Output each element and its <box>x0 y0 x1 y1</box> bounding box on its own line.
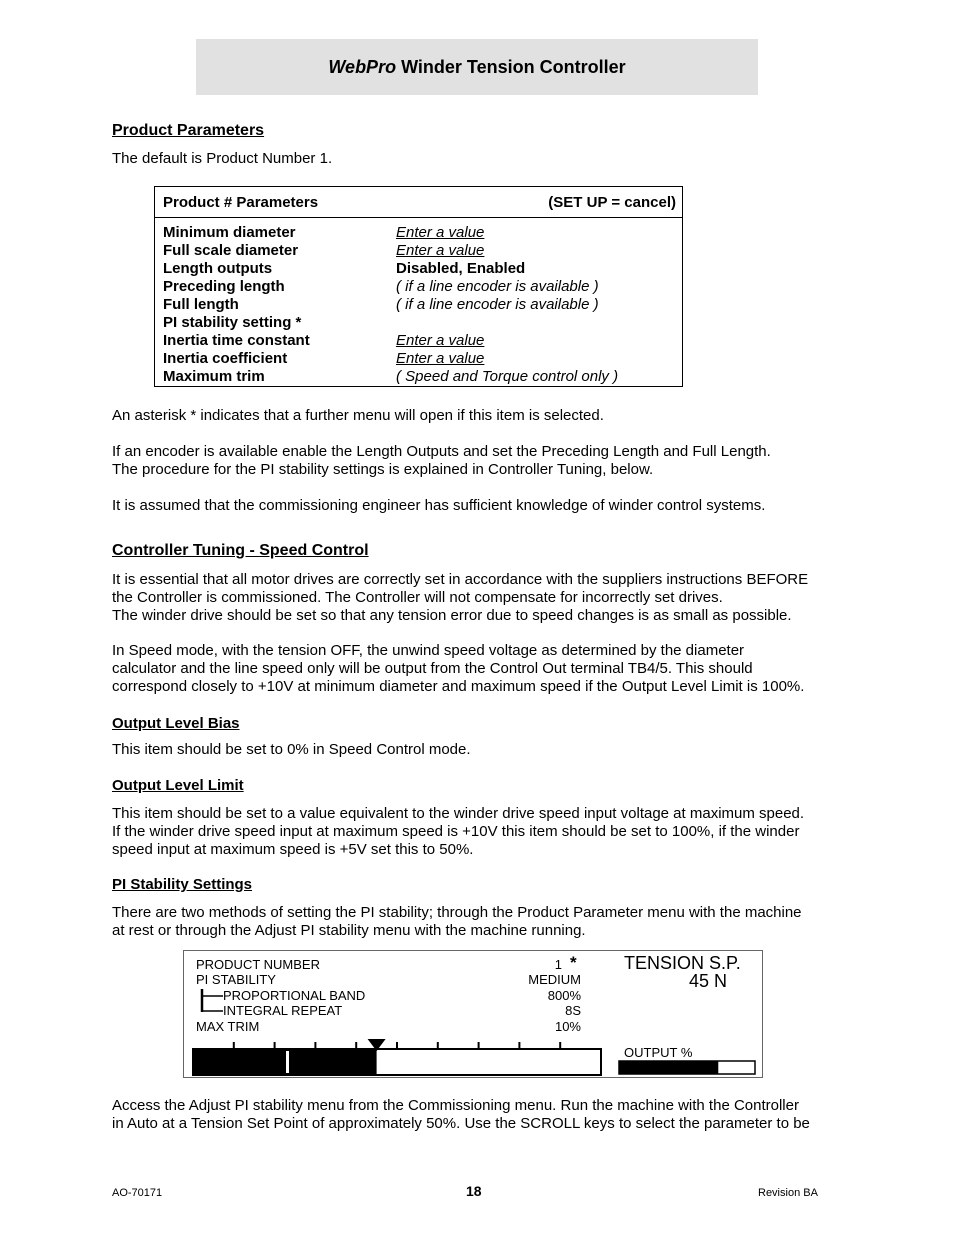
lcd-tension-value: 45 N <box>689 971 728 991</box>
parameter-name: Full scale diameter <box>163 242 299 259</box>
parameter-row <box>163 350 485 368</box>
parameter-name: Inertia coefficient <box>163 350 288 367</box>
text-line: Access the Adjust PI stability menu from the Commissioning menu. Run the machine with the Controller <box>112 1097 799 1114</box>
lcd-value-integral-repeat: 8S <box>565 1003 581 1018</box>
lcd-value-product-number: 1 <box>554 957 562 972</box>
encoder-note <box>112 443 852 479</box>
access-text <box>112 1097 852 1133</box>
parameter-row <box>163 278 599 296</box>
parameter-value: ( if a line encoder is available ) <box>396 278 599 295</box>
parameter-row <box>163 260 526 278</box>
table-header <box>155 187 682 218</box>
parameter-value: ( if a line encoder is available ) <box>396 296 599 313</box>
title-brand: WebPro <box>328 56 397 77</box>
parameter-name: Preceding length <box>163 278 285 295</box>
parameter-row <box>163 314 301 332</box>
document-title <box>328 57 625 78</box>
output-bar-fill <box>619 1061 718 1074</box>
output-level-limit-text <box>112 805 852 859</box>
parameter-name: Full length <box>163 296 239 313</box>
title-rest: Winder Tension Controller <box>396 56 626 77</box>
output-level-bias-text: This item should be set to 0% in Speed Control mode. <box>112 741 471 758</box>
tension-bar-graph <box>192 1037 604 1077</box>
text-line: This item should be set to a value equivalent to the winder drive speed input voltage at maximum speed. <box>112 805 805 822</box>
text-line: speed input at maximum speed is +5V set this to 50%. <box>112 841 474 858</box>
bar-fill <box>193 1050 377 1075</box>
parameter-name: PI stability setting * <box>163 314 302 331</box>
output-bar <box>618 1059 758 1077</box>
pi-stability-heading: PI Stability Settings <box>112 876 253 893</box>
controller-tuning-heading: Controller Tuning - Speed Control <box>112 542 369 559</box>
footer-page-number: 18 <box>466 1183 482 1199</box>
parameter-name: Length outputs <box>163 260 273 277</box>
lcd-tension-label: TENSION S.P. <box>624 953 741 973</box>
text-line: The winder drive should be set so that any tension error due to speed changes is as small as possible. <box>112 607 792 624</box>
lcd-label-product-number: PRODUCT NUMBER <box>196 957 320 972</box>
parameter-row <box>163 242 485 260</box>
product-parameters-table <box>154 186 683 387</box>
text-line: in Auto at a Tension Set Point of approximately 50%. Use the SCROLL keys to select the parameter to be <box>112 1115 810 1132</box>
lcd-label-proportional-band: PROPORTIONAL BAND <box>223 988 366 1003</box>
tuning-paragraph-2 <box>112 642 852 696</box>
text-line: There are two methods of setting the PI stability; through the Product Parameter menu with the machine <box>112 904 802 921</box>
text-line: The procedure for the PI stability settings is explained in Controller Tuning, below. <box>112 461 654 478</box>
text-line: It is essential that all motor drives are correctly set in accordance with the suppliers instructions BEFORE <box>112 571 809 588</box>
table-header-right: (SET UP = cancel) <box>548 194 676 211</box>
parameter-row <box>163 296 599 314</box>
parameter-value: Enter a value <box>396 242 485 259</box>
parameter-value: Enter a value <box>396 350 485 367</box>
tree-connector <box>198 987 224 1017</box>
lcd-value-pi-stability: MEDIUM <box>528 972 581 987</box>
lcd-value-proportional-band: 800% <box>547 988 581 1003</box>
text-line: If an encoder is available enable the Length Outputs and set the Preceding Length and Full Length. <box>112 443 771 460</box>
parameter-row <box>163 332 485 350</box>
bar-ticks <box>234 1042 560 1049</box>
lcd-output-label: OUTPUT % <box>624 1045 693 1060</box>
lcd-value-max-trim: 10% <box>554 1019 581 1034</box>
parameter-name: Maximum trim <box>163 368 265 385</box>
footer-revision: Revision BA <box>758 1187 818 1199</box>
text-line: In Speed mode, with the tension OFF, the unwind speed voltage as determined by the diameter <box>112 642 745 659</box>
asterisk-note: An asterisk * indicates that a further menu will open if this item is selected. <box>112 407 604 424</box>
output-level-limit-heading: Output Level Limit <box>112 777 244 794</box>
parameter-name: Inertia time constant <box>163 332 310 349</box>
parameter-value: Enter a value <box>396 332 485 349</box>
parameter-value: Disabled, Enabled <box>396 260 526 277</box>
output-level-bias-heading: Output Level Bias <box>112 715 240 732</box>
pi-stability-text <box>112 904 852 940</box>
text-line: calculator and the line speed only will be output from the Control Out terminal TB4/5. This should <box>112 660 753 677</box>
lcd-star: * <box>570 953 577 972</box>
document-header <box>196 39 758 95</box>
table-header-left: Product # Parameters <box>163 194 319 211</box>
assumption-note: It is assumed that the commissioning engineer has sufficient knowledge of winder control systems. <box>112 497 766 514</box>
parameter-value: ( Speed and Torque control only ) <box>396 368 619 385</box>
tuning-paragraph-1 <box>112 571 852 625</box>
text-line: the Controller is commissioned. The Controller will not compensate for incorrectly set drives. <box>112 589 723 606</box>
text-line: If the winder drive speed input at maximum speed is +10V this item should be set to 100%, if the winder <box>112 823 800 840</box>
lcd-label-integral-repeat: INTEGRAL REPEAT <box>223 1003 343 1018</box>
lcd-display <box>183 950 763 1078</box>
text-line: at rest or through the Adjust PI stability menu with the machine running. <box>112 922 586 939</box>
parameter-row <box>163 224 485 242</box>
text-line: correspond closely to +10V at minimum diameter and maximum speed if the Output Level Limit is 100%. <box>112 678 805 695</box>
lcd-label-pi-stability: PI STABILITY <box>196 972 276 987</box>
bar-marker <box>286 1051 289 1073</box>
parameter-value: Enter a value <box>396 224 485 241</box>
product-parameters-intro: The default is Product Number 1. <box>112 150 333 167</box>
parameter-name: Minimum diameter <box>163 224 296 241</box>
footer-doc-number: AO-70171 <box>112 1187 163 1199</box>
product-parameters-heading: Product Parameters <box>112 122 265 139</box>
parameter-row <box>163 368 619 386</box>
lcd-label-max-trim: MAX TRIM <box>196 1019 260 1034</box>
